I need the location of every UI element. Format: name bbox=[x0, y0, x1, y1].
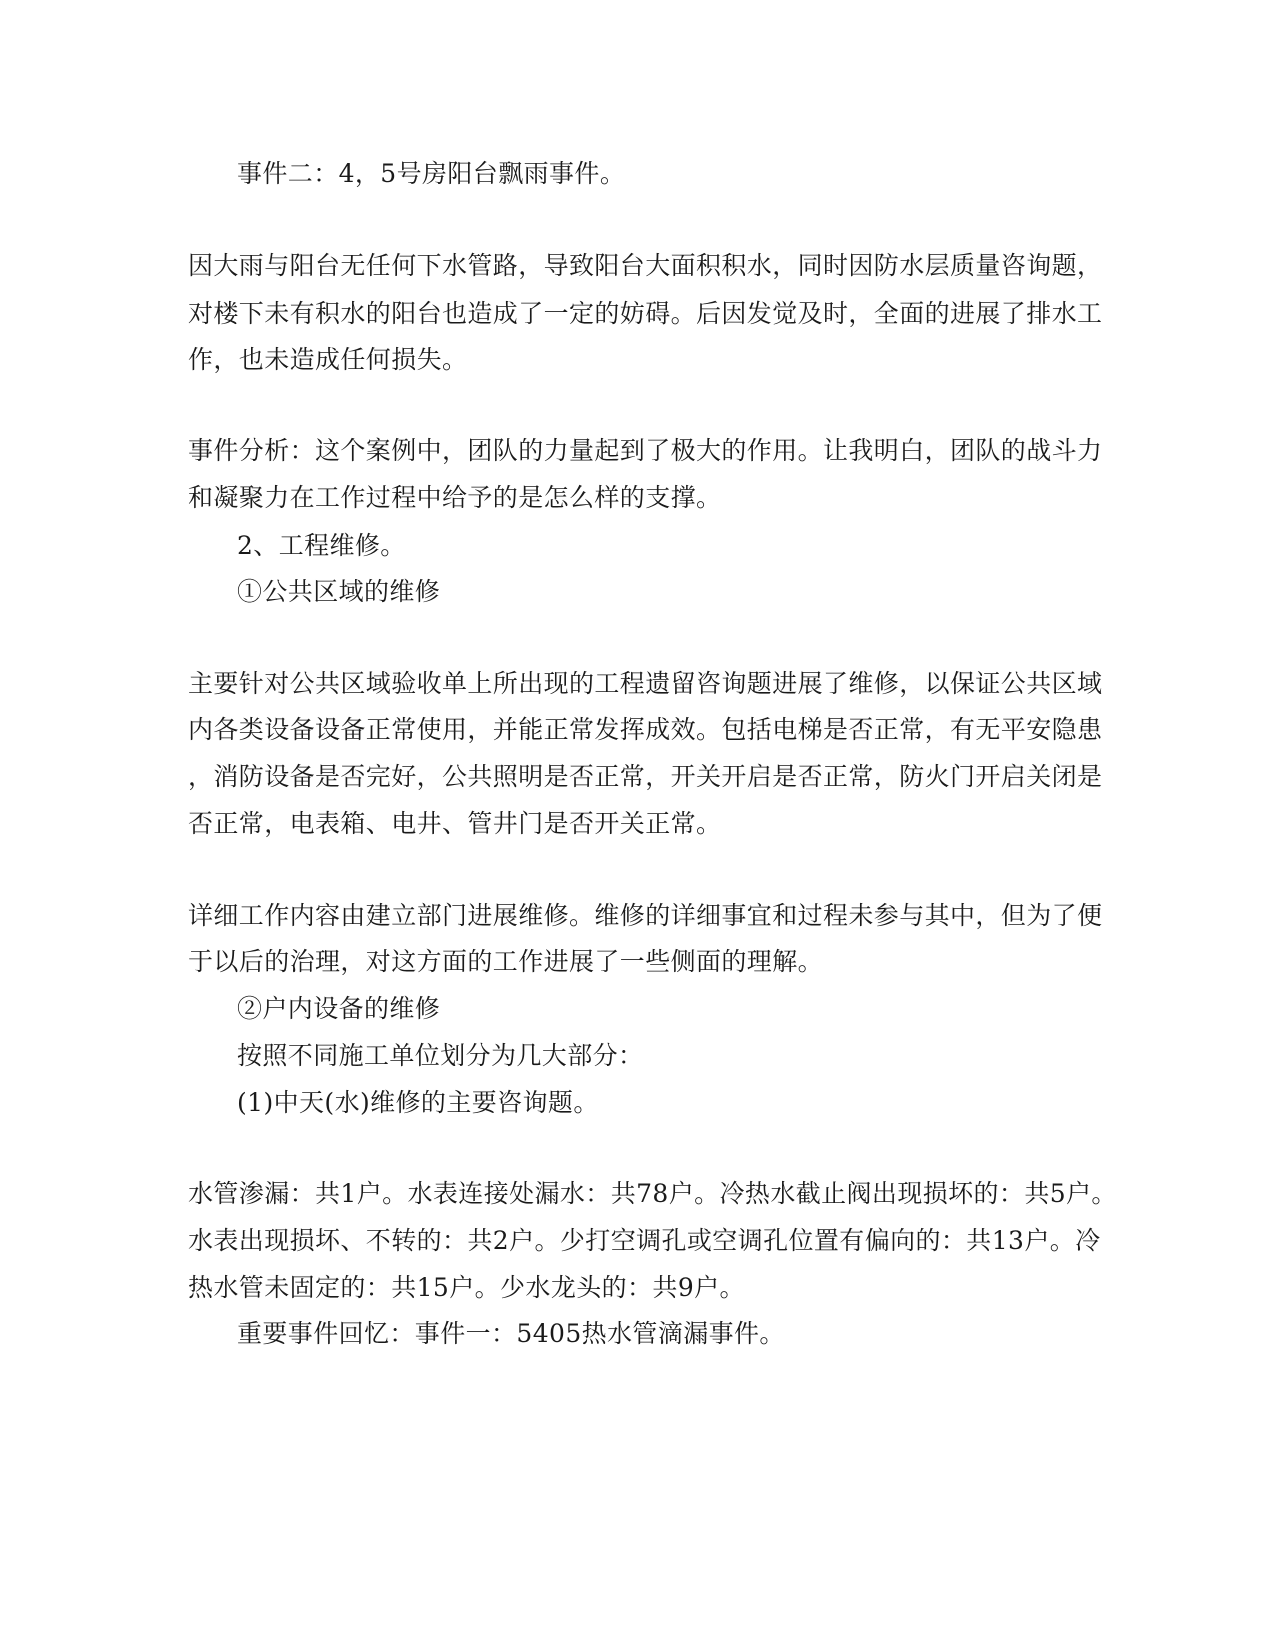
paragraph-line: 水表出现损坏、不转的：共2户。少打空调孔或空调孔位置有偏向的：共13户。冷 bbox=[188, 1226, 1101, 1255]
section-heading: 2、工程维修。 bbox=[237, 531, 406, 560]
paragraph-line: 水管渗漏：共1户。水表连接处漏水：共78户。冷热水截止阀出现损坏的：共5户。 bbox=[188, 1179, 1117, 1208]
paragraph-line: 于以后的治理，对这方面的工作进展了一些侧面的理解。 bbox=[188, 947, 824, 976]
paragraph-line: 和凝聚力在工作过程中给予的是怎么样的支撑。 bbox=[188, 483, 722, 512]
paragraph-line: 作，也未造成任何损失。 bbox=[188, 345, 468, 374]
paragraph-line: 按照不同施工单位划分为几大部分： bbox=[237, 1041, 644, 1070]
paragraph-line: 因大雨与阳台无任何下水管路，导致阳台大面积积水，同时因防水层质量咨询题， bbox=[188, 251, 1103, 280]
paragraph-line: 内各类设备设备正常使用，并能正常发挥成效。包括电梯是否正常，有无平安隐患 bbox=[188, 715, 1103, 744]
subsection-heading: ②户内设备的维修 bbox=[237, 994, 441, 1023]
paragraph-line: 详细工作内容由建立部门进展维修。维修的详细事宜和过程未参与其中，但为了便 bbox=[188, 901, 1103, 930]
paragraph-line: ，消防设备是否完好，公共照明是否正常，开关开启是否正常，防火门开启关闭是 bbox=[188, 762, 1103, 791]
event-heading: 重要事件回忆：事件一：5405热水管滴漏事件。 bbox=[237, 1319, 785, 1348]
paragraph-line: 事件分析：这个案例中，团队的力量起到了极大的作用。让我明白，团队的战斗力 bbox=[188, 436, 1103, 465]
event-two-heading: 事件二：4，5号房阳台飘雨事件。 bbox=[237, 159, 626, 188]
paragraph-line: 否正常，电表箱、电井、管井门是否开关正常。 bbox=[188, 809, 722, 838]
paragraph-line: 对楼下未有积水的阳台也造成了一定的妨碍。后因发觉及时，全面的进展了排水工 bbox=[188, 299, 1103, 328]
paragraph-line: 热水管未固定的：共15户。少水龙头的：共9户。 bbox=[188, 1273, 745, 1302]
subsection-heading: ①公共区域的维修 bbox=[237, 577, 441, 606]
list-item: (1)中天(水)维修的主要咨询题。 bbox=[237, 1088, 599, 1117]
paragraph-line: 主要针对公共区域验收单上所出现的工程遗留咨询题进展了维修，以保证公共区域 bbox=[188, 669, 1103, 698]
